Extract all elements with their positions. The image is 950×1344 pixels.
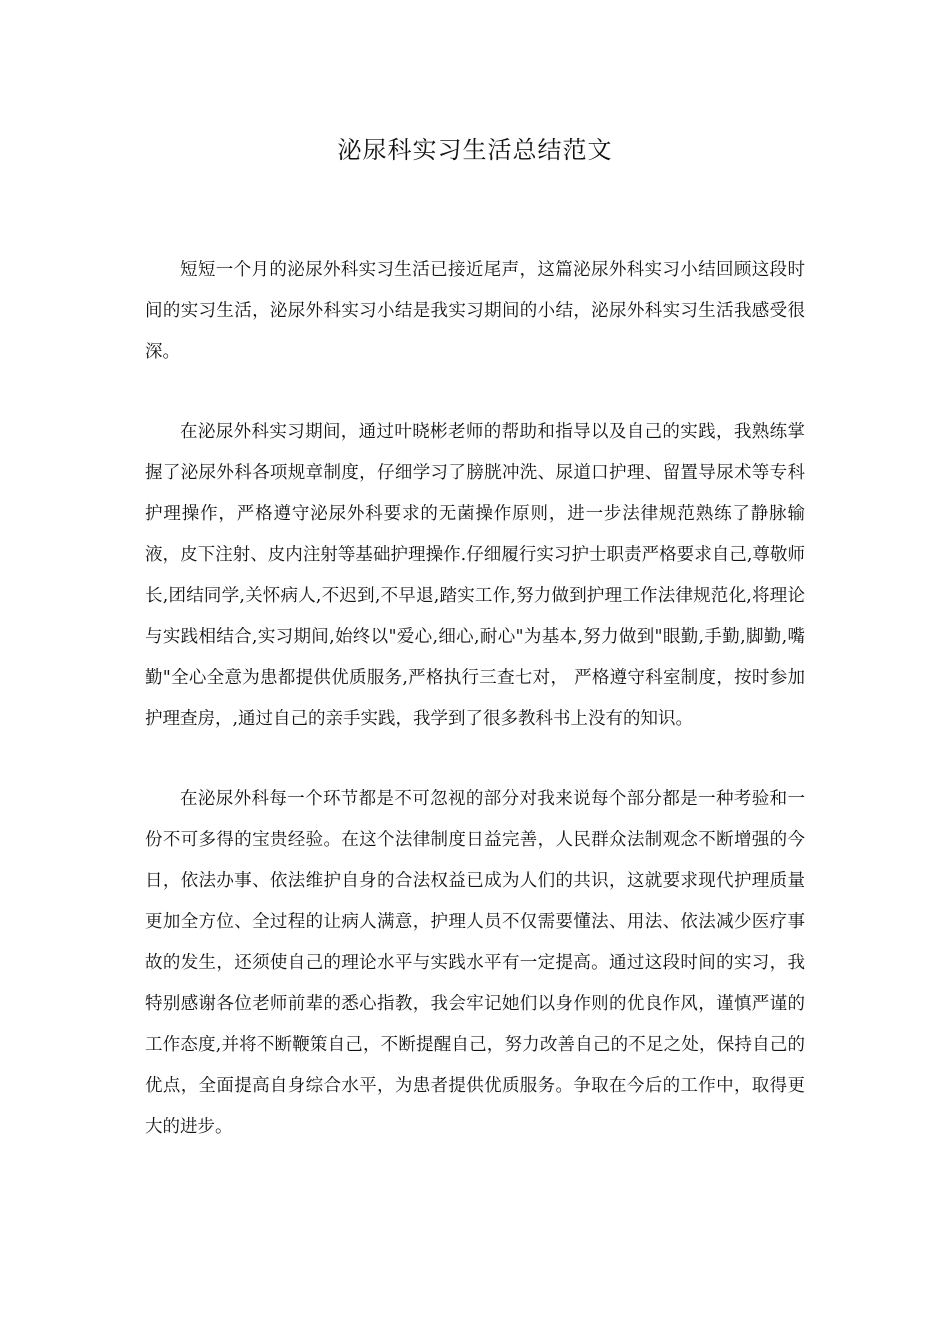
document-title: 泌尿科实习生活总结范文 — [337, 136, 613, 164]
document-body — [145, 250, 805, 1187]
paragraph-2: 在泌尿外科实习期间，通过叶晓彬老师的帮助和指导以及自己的实践，我熟练掌握了泌尿外科各项规章制度，仔细学习了膀胱冲洗、尿道口护理、留置导尿术等专科护理操作，严格遵守泌尿外科要求的无菌操作原则，进一步法律规范熟练了静脉输液，皮下注射、皮内注射等基础护理操作.仔细履行实习护士职责严格要求自己,尊敬师长,团结同学,关怀病人,不迟到,不早退,踏实工作,努力做到护理工作法律规范化,将理论与实践相结合,实习期间,始终以"爱心,细心,耐心"为基本,努力做到"眼勤,手勤,脚勤,嘴勤"全心全意为患都提供优质服务,严格执行三查七对， 严格遵守科室制度，按时参加护理查房，,通过自己的亲手实践，我学到了很多教科书上没有的知识。 — [145, 422, 805, 729]
paragraph-1: 短短一个月的泌尿外科实习生活已接近尾声，这篇泌尿外科实习小结回顾这段时间的实习生活，泌尿外科实习小结是我实习期间的小结，泌尿外科实习生活我感受很深。 — [145, 260, 805, 362]
paragraph-3: 在泌尿外科每一个环节都是不可忽视的部分对我来说每个部分都是一种考验和一份不可多得的宝贵经验。在这个法律制度日益完善，人民群众法制观念不断增强的今日，依法办事、依法维护自身的合法权益已成为人们的共识，这就要求现代护理质量更加全方位、全过程的让病人满意，护理人员不仅需要懂法、用法、依法减少医疗事故的发生，还须使自己的理论水平与实践水平有一定提高。通过这段时间的实习，我特别感谢各位老师前辈的悉心指教，我会牢记她们以身作则的优良作风，谨慎严谨的工作态度,并将不断鞭策自己，不断提醒自己，努力改善自己的不足之处，保持自己的优点，全面提高自身综合水平，为患者提供优质服务。争取在今后的工作中，取得更大的进步。 — [145, 789, 805, 1137]
